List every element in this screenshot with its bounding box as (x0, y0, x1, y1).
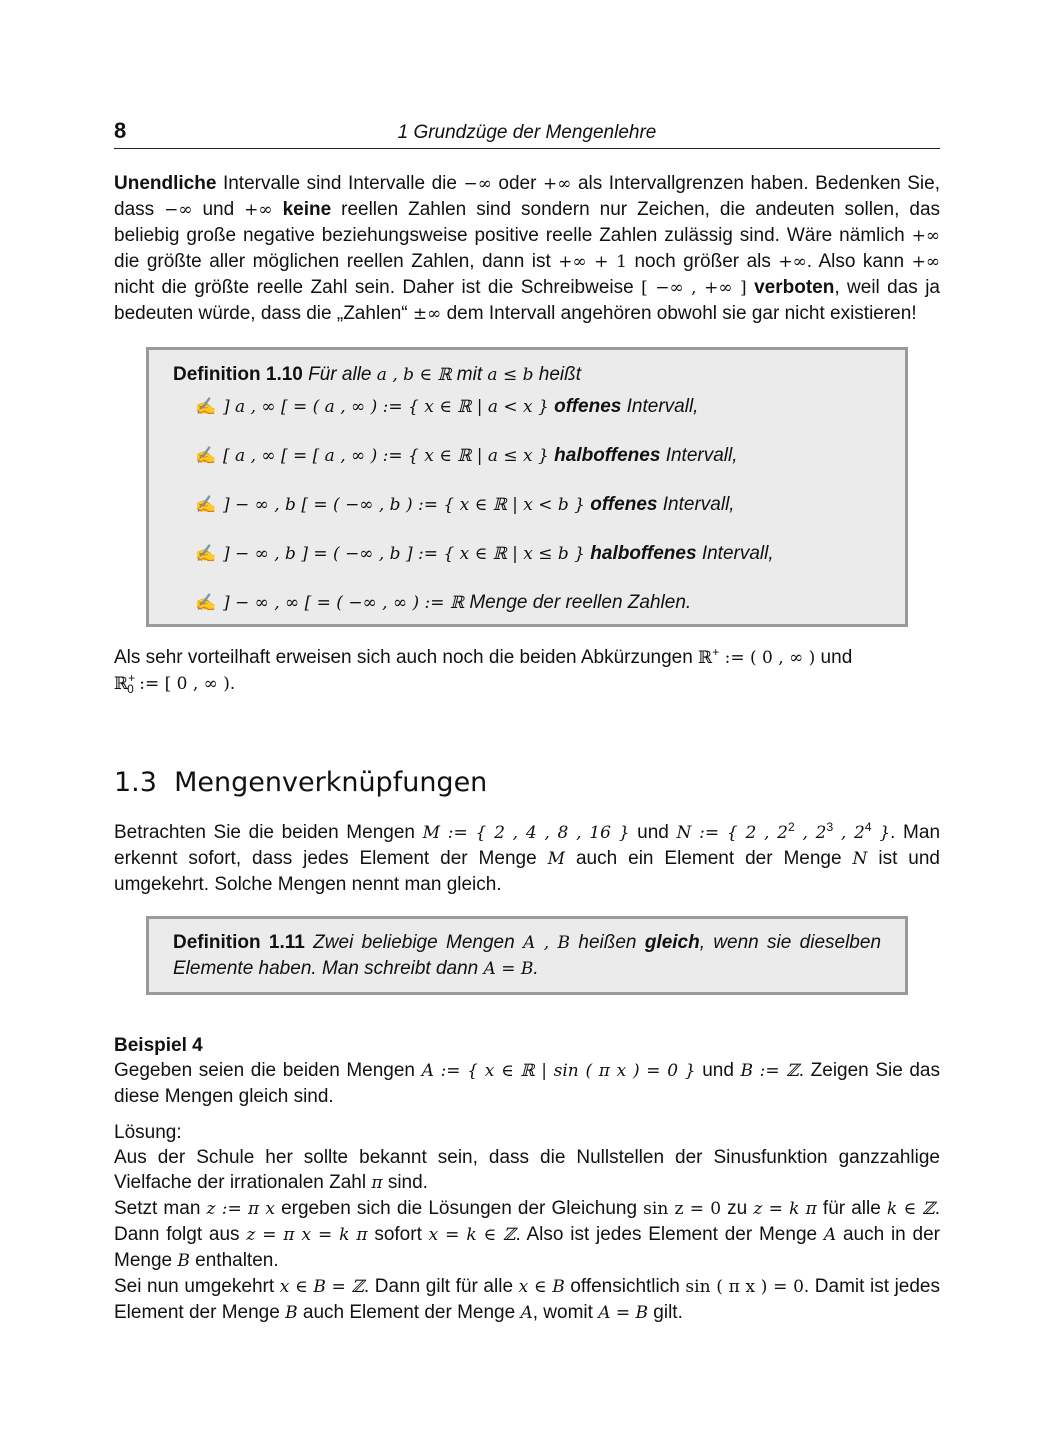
solution-label: Lösung: (114, 1122, 182, 1143)
page-number: 8 (114, 118, 127, 143)
page (114, 116, 940, 1326)
abbreviations-paragraph: Als sehr vorteilhaft erweisen sich auch noch die beiden Abkürzungen ℝ+ := ( 0 , ∞ ) und ℝ+$_0$ := [ 0 , ∞ ). (114, 645, 853, 696)
definition-1-10-lead: Definition 1.10 Für alle a , b ∈ ℝ mit a ≤ b heißt (173, 364, 582, 385)
solution-paragraph-1: Aus der Schule her sollte bekannt sein, dass die Nullstellen der Sinusfunktion ganzzahlige Vielfache der irrationalen Zahl π sind. (114, 1147, 940, 1193)
section-heading: 1.3 Mengenverknüpfungen (114, 767, 488, 798)
definition-item: ✍ ] − ∞ , ∞ [ = ( −∞ , ∞ ) := ℝ Menge der reellen Zahlen. (195, 592, 692, 613)
example-title: Beispiel 4 (114, 1035, 203, 1056)
definition-label: Definition 1.10 (173, 364, 303, 385)
definition-1-11-text: Definition 1.11 Zwei beliebige Mengen A , B heißen gleich, wenn sie dieselben Elemente haben. Man schreibt dann A = B. (173, 932, 882, 979)
term-verboten: verboten (754, 277, 835, 298)
running-header (114, 116, 940, 149)
solution-paragraph-3: Sei nun umgekehrt x ∈ B = ℤ. Dann gilt für alle x ∈ B offensichtlich sin ( π x ) = 0. Damit ist jedes Element der Menge B auch Element der Menge A, womit A = B gilt. (114, 1276, 940, 1323)
sets-paragraph: Betrachten Sie die beiden Mengen M := { 2 , 4 , 8 , 16 } und N := { 2 , $2^2$ , $2^3$ , $2^4$ }. Man erkennt sofort, dass jedes Element der Menge M auch ein Element der Menge N ist und umgekehrt. Solche Mengen nennt man gleich. (114, 820, 941, 895)
writing-hand-icon: ✍ (195, 397, 217, 416)
definition-item: ✍ ] − ∞ , b [ = ( −∞ , b ) := { x ∈ ℝ | x < b } offenes Intervall, (195, 494, 735, 515)
writing-hand-icon: ✍ (195, 544, 217, 563)
definition-item: ✍ ] − ∞ , b ] = ( −∞ , b ] := { x ∈ ℝ | x ≤ b } halboffenes Intervall, (195, 543, 774, 564)
solution-paragraph-2: Setzt man z := π x ergeben sich die Lösungen der Gleichung sin z = 0 zu z = k π für alle k ∈ ℤ. Dann folgt aus z = π x = k π sofort x = k ∈ ℤ. Also ist jedes Element der Menge A auch in der Menge B enthalten. (114, 1198, 940, 1271)
example-block (114, 1033, 940, 1109)
definition-item: ✍ [ a , ∞ [ = [ a , ∞ ) := { x ∈ ℝ | a ≤ x } halboffenes Intervall, (195, 445, 738, 466)
example-text: Gegeben seien die beiden Mengen A := { x ∈ ℝ | sin ( π x ) = 0 } und B := ℤ. Zeigen Sie das diese Mengen gleich sind. (114, 1060, 940, 1107)
definition-label: Definition 1.11 (173, 932, 305, 953)
writing-hand-icon: ✍ (195, 593, 217, 612)
definition-1-10 (146, 347, 908, 627)
intro-paragraph: Unendliche Intervalle sind Intervalle die −∞ oder +∞ als Intervallgrenzen haben. Bedenken Sie, dass −∞ und +∞ keine reellen Zahlen sind sondern nur Zeichen, die andeuten sollen, das beliebig große negative beziehungsweise positive reelle Zahlen zulässig sind. Wäre nämlich +∞ die größte aller möglichen reellen Zahlen, dann ist +∞ + 1 noch größer als +∞. Also kann +∞ nicht die größte reelle Zahl sein. Daher ist die Schreibweise [ −∞ , +∞ ] verboten, weil das ja bedeuten würde, dass die „Zahlen“ ±∞ dem Intervall angehören obwohl sie gar nicht existieren! (114, 173, 941, 324)
term-keine: keine (282, 199, 332, 220)
definition-item: ✍ ] a , ∞ [ = ( a , ∞ ) := { x ∈ ℝ | a < x } offenes Intervall, (195, 396, 699, 417)
chapter-title: 1 Grundzüge der Mengenlehre (397, 122, 657, 143)
writing-hand-icon: ✍ (195, 446, 217, 465)
writing-hand-icon: ✍ (195, 495, 217, 514)
definition-1-11 (146, 916, 908, 995)
term-unendliche: Unendliche (114, 173, 217, 194)
